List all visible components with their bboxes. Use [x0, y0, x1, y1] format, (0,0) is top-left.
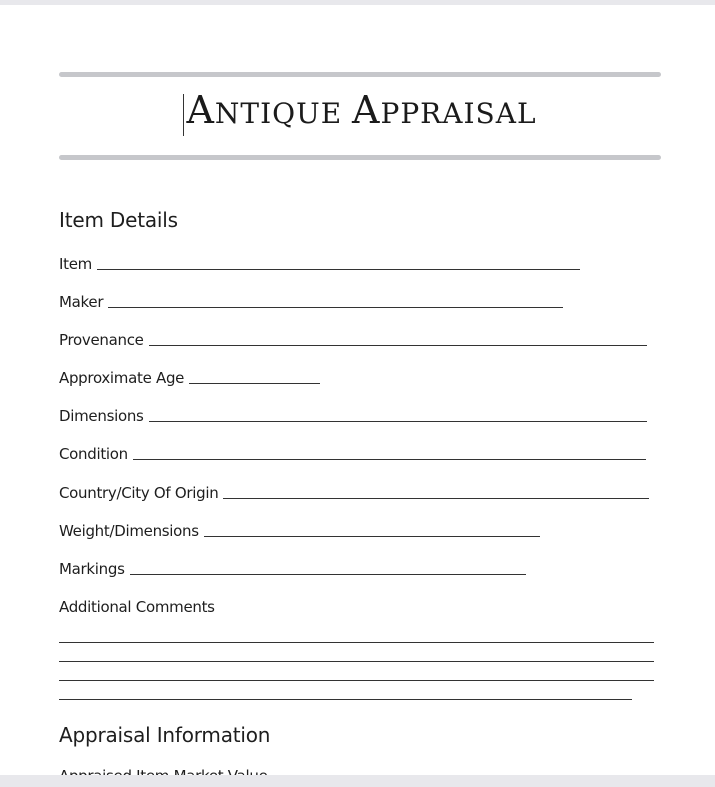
provenance-line[interactable]: [149, 345, 647, 346]
country-city-origin-label: Country/City Of Origin: [59, 484, 219, 502]
comment-line[interactable]: [59, 642, 654, 643]
dimensions-field[interactable]: [59, 403, 647, 425]
item-field[interactable]: [59, 251, 580, 273]
item-line[interactable]: [97, 269, 580, 270]
weight-dimensions-label: Weight/Dimensions: [59, 522, 199, 540]
title-part-2: PPRAISAL: [380, 97, 537, 130]
provenance-label: Provenance: [59, 331, 144, 349]
approximate-age-field[interactable]: [59, 365, 320, 387]
text-cursor: [183, 94, 184, 136]
dimensions-label: Dimensions: [59, 407, 144, 425]
additional-comments-label: Additional Comments: [59, 598, 215, 616]
item-label: Item: [59, 255, 92, 273]
comment-line[interactable]: [59, 699, 632, 700]
dimensions-line[interactable]: [149, 421, 647, 422]
weight-dimensions-field[interactable]: [59, 518, 540, 540]
comment-line[interactable]: [59, 680, 654, 681]
approximate-age-label: Approximate Age: [59, 369, 185, 387]
title-initial-2: A: [352, 88, 381, 132]
markings-field[interactable]: [59, 556, 526, 578]
maker-label: Maker: [59, 293, 104, 311]
title-bottom-rule: [59, 155, 661, 160]
condition-line[interactable]: [133, 459, 646, 460]
additional-comments-field: [59, 594, 215, 616]
appraisal-information-heading: Appraisal Information: [59, 723, 271, 747]
title-part-1: NTIQUE: [214, 97, 353, 130]
title-block: [59, 88, 661, 132]
country-city-origin-line[interactable]: [223, 498, 649, 499]
item-details-heading: Item Details: [59, 208, 178, 232]
markings-label: Markings: [59, 560, 125, 578]
country-city-origin-field[interactable]: [59, 480, 649, 502]
document-title[interactable]: [183, 88, 536, 132]
page-bottom-gutter: [0, 775, 715, 787]
document-page: [0, 5, 715, 775]
weight-dimensions-line[interactable]: [204, 536, 540, 537]
condition-field[interactable]: [59, 441, 646, 463]
title-top-rule: [59, 72, 661, 77]
provenance-field[interactable]: [59, 327, 647, 349]
condition-label: Condition: [59, 445, 128, 463]
approximate-age-line[interactable]: [189, 383, 320, 384]
maker-line[interactable]: [108, 307, 563, 308]
comment-line[interactable]: [59, 661, 654, 662]
maker-field[interactable]: [59, 289, 563, 311]
markings-line[interactable]: [130, 574, 526, 575]
title-initial-1: A: [186, 88, 215, 132]
